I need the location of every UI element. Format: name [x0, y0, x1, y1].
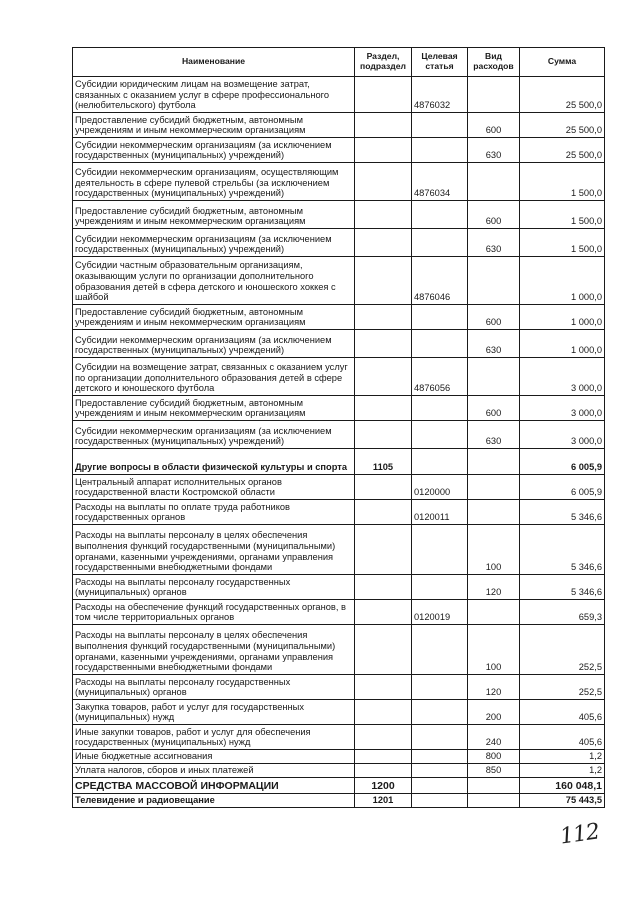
cell-section [355, 725, 412, 750]
page-number: 112 [558, 819, 601, 850]
table-row [73, 163, 605, 201]
cell-kind: 240 [468, 725, 520, 750]
cell-kind: 100 [468, 525, 520, 575]
cell-sum: 25 500,0 [520, 138, 605, 163]
table-row [73, 330, 605, 358]
cell-section [355, 764, 412, 778]
table-row [73, 396, 605, 421]
cell-section: 1105 [355, 449, 412, 475]
cell-name: Закупка товаров, работ и услуг для государственных (муниципальных) нужд [73, 700, 355, 725]
cell-kind: 630 [468, 421, 520, 449]
table-body [73, 77, 605, 808]
cell-article [412, 675, 468, 700]
cell-section: 1201 [355, 794, 412, 808]
table-row [73, 794, 605, 808]
cell-article [412, 396, 468, 421]
cell-section [355, 201, 412, 229]
cell-name: Расходы на выплаты персоналу государственных (муниципальных) органов [73, 575, 355, 600]
cell-sum: 3 000,0 [520, 358, 605, 396]
cell-name: Иные бюджетные ассигнования [73, 750, 355, 764]
cell-sum: 3 000,0 [520, 421, 605, 449]
cell-sum: 1 000,0 [520, 330, 605, 358]
cell-article [412, 305, 468, 330]
cell-section [355, 396, 412, 421]
cell-article [412, 330, 468, 358]
cell-sum: 75 443,5 [520, 794, 605, 808]
table-row [73, 625, 605, 675]
cell-section [355, 525, 412, 575]
cell-kind [468, 794, 520, 808]
cell-kind [468, 600, 520, 625]
cell-article [412, 764, 468, 778]
table-row [73, 525, 605, 575]
cell-name: Субсидии некоммерческим организациям (за исключением государственных (муниципальных) учреждений) [73, 229, 355, 257]
cell-sum: 405,6 [520, 725, 605, 750]
cell-article [412, 113, 468, 138]
cell-article [412, 700, 468, 725]
cell-kind [468, 358, 520, 396]
header-section: Раздел, подраздел [355, 48, 412, 77]
cell-section [355, 77, 412, 113]
table-row [73, 358, 605, 396]
cell-name: Предоставление субсидий бюджетным, автономным учреждениям и иным некоммерческим организациям [73, 305, 355, 330]
cell-article [412, 575, 468, 600]
cell-section [355, 475, 412, 500]
cell-article: 0120000 [412, 475, 468, 500]
cell-name: Предоставление субсидий бюджетным, автономным учреждениям и иным некоммерческим организациям [73, 396, 355, 421]
cell-kind: 800 [468, 750, 520, 764]
table-row [73, 600, 605, 625]
cell-name: Расходы на выплаты по оплате труда работников государственных органов [73, 500, 355, 525]
cell-article [412, 525, 468, 575]
cell-section [355, 575, 412, 600]
cell-kind [468, 257, 520, 305]
cell-article: 0120019 [412, 600, 468, 625]
table-row [73, 575, 605, 600]
cell-article: 4876034 [412, 163, 468, 201]
cell-sum: 3 000,0 [520, 396, 605, 421]
cell-kind [468, 475, 520, 500]
header-article: Целевая статья [412, 48, 468, 77]
cell-kind: 200 [468, 700, 520, 725]
cell-article [412, 778, 468, 794]
cell-section [355, 305, 412, 330]
cell-name: Субсидии некоммерческим организациям (за исключением государственных (муниципальных) учреждений) [73, 330, 355, 358]
cell-section [355, 229, 412, 257]
header-name: Наименование [73, 48, 355, 77]
cell-section [355, 113, 412, 138]
cell-name: Субсидии частным образовательным организациям, оказывающим услуги по организации дополнительного образования детей в сфера детского и юношеского хоккея с шайбой [73, 257, 355, 305]
cell-section [355, 750, 412, 764]
cell-kind: 100 [468, 625, 520, 675]
cell-sum: 1 000,0 [520, 305, 605, 330]
cell-kind: 630 [468, 330, 520, 358]
table-row [73, 700, 605, 725]
table-row [73, 257, 605, 305]
table-row [73, 201, 605, 229]
cell-article: 0120011 [412, 500, 468, 525]
cell-sum: 1 000,0 [520, 257, 605, 305]
cell-kind [468, 778, 520, 794]
cell-article: 4876056 [412, 358, 468, 396]
table-row [73, 475, 605, 500]
cell-article [412, 138, 468, 163]
cell-name: Субсидии некоммерческим организациям (за исключением государственных (муниципальных) учреждений) [73, 421, 355, 449]
cell-name: Центральный аппарат исполнительных органов государственной власти Костромской области [73, 475, 355, 500]
cell-sum: 25 500,0 [520, 77, 605, 113]
cell-section [355, 625, 412, 675]
cell-name: Иные закупки товаров, работ и услуг для обеспечения государственных (муниципальных) нужд [73, 725, 355, 750]
cell-section: 1200 [355, 778, 412, 794]
cell-name: Субсидии на возмещение затрат, связанных с оказанием услуг по организации дополнительного образования детей в сфере детского и юношеского футбола [73, 358, 355, 396]
budget-table-container [72, 47, 604, 808]
cell-name: Предоставление субсидий бюджетным, автономным учреждениям и иным некоммерческим организациям [73, 113, 355, 138]
cell-sum: 405,6 [520, 700, 605, 725]
cell-section [355, 700, 412, 725]
header-kind: Вид расходов [468, 48, 520, 77]
cell-kind [468, 77, 520, 113]
cell-name: Расходы на обеспечение функций государственных органов, в том числе территориальных органов [73, 600, 355, 625]
cell-kind: 600 [468, 396, 520, 421]
table-row [73, 305, 605, 330]
cell-section [355, 257, 412, 305]
cell-section [355, 675, 412, 700]
cell-sum: 1 500,0 [520, 163, 605, 201]
table-row [73, 229, 605, 257]
cell-section [355, 138, 412, 163]
table-row [73, 421, 605, 449]
cell-name: Расходы на выплаты персоналу в целях обеспечения выполнения функций государственными (муниципальными) органами, казенными учреждениями, органами управления государственными внебюджетными фондами [73, 625, 355, 675]
table-row [73, 778, 605, 794]
cell-sum: 5 346,6 [520, 525, 605, 575]
cell-sum: 252,5 [520, 625, 605, 675]
cell-kind [468, 500, 520, 525]
cell-name: Субсидии некоммерческим организациям (за исключением государственных (муниципальных) учреждений) [73, 138, 355, 163]
table-row [73, 725, 605, 750]
table-row [73, 675, 605, 700]
cell-kind: 600 [468, 201, 520, 229]
cell-name: Уплата налогов, сборов и иных платежей [73, 764, 355, 778]
cell-kind: 600 [468, 113, 520, 138]
table-row [73, 500, 605, 525]
cell-article [412, 229, 468, 257]
cell-kind: 120 [468, 675, 520, 700]
cell-section [355, 500, 412, 525]
cell-name: СРЕДСТВА МАССОВОЙ ИНФОРМАЦИИ [73, 778, 355, 794]
cell-article [412, 725, 468, 750]
cell-article [412, 201, 468, 229]
cell-kind [468, 449, 520, 475]
cell-kind [468, 163, 520, 201]
cell-kind: 630 [468, 229, 520, 257]
cell-kind: 600 [468, 305, 520, 330]
cell-article [412, 750, 468, 764]
budget-table [72, 47, 605, 808]
cell-name: Субсидии юридическим лицам на возмещение затрат, связанных с оказанием услуг в сфере профессионального (нелюбительского) футбола [73, 77, 355, 113]
cell-sum: 659,3 [520, 600, 605, 625]
cell-section [355, 600, 412, 625]
cell-name: Расходы на выплаты персоналу в целях обеспечения выполнения функций государственными (муниципальными) органами, казенными учреждениями, органами управления государственными внебюджетными фондами [73, 525, 355, 575]
cell-article: 4876032 [412, 77, 468, 113]
table-row [73, 750, 605, 764]
cell-section [355, 358, 412, 396]
cell-name: Предоставление субсидий бюджетным, автономным учреждениям и иным некоммерческим организациям [73, 201, 355, 229]
table-row [73, 138, 605, 163]
cell-article: 4876046 [412, 257, 468, 305]
cell-sum: 6 005,9 [520, 449, 605, 475]
cell-article [412, 794, 468, 808]
table-row [73, 77, 605, 113]
cell-name: Расходы на выплаты персоналу государственных (муниципальных) органов [73, 675, 355, 700]
cell-section [355, 421, 412, 449]
cell-article [412, 421, 468, 449]
cell-section [355, 330, 412, 358]
cell-article [412, 449, 468, 475]
cell-kind: 630 [468, 138, 520, 163]
cell-sum: 1 500,0 [520, 229, 605, 257]
cell-sum: 1 500,0 [520, 201, 605, 229]
cell-sum: 160 048,1 [520, 778, 605, 794]
cell-name: Телевидение и радиовещание [73, 794, 355, 808]
table-header-row [73, 48, 605, 77]
cell-name: Другие вопросы в области физической культуры и спорта [73, 449, 355, 475]
cell-section [355, 163, 412, 201]
cell-sum: 5 346,6 [520, 575, 605, 600]
cell-name: Субсидии некоммерческим организациям, осуществляющим деятельность в сфере пулевой стрельбы (за исключением государственных (муниципальных) учреждений) [73, 163, 355, 201]
table-row [73, 764, 605, 778]
cell-sum: 5 346,6 [520, 500, 605, 525]
cell-sum: 25 500,0 [520, 113, 605, 138]
header-sum: Сумма [520, 48, 605, 77]
cell-kind: 850 [468, 764, 520, 778]
cell-sum: 6 005,9 [520, 475, 605, 500]
table-row [73, 449, 605, 475]
cell-sum: 1,2 [520, 764, 605, 778]
cell-sum: 1,2 [520, 750, 605, 764]
cell-kind: 120 [468, 575, 520, 600]
cell-sum: 252,5 [520, 675, 605, 700]
table-row [73, 113, 605, 138]
cell-article [412, 625, 468, 675]
